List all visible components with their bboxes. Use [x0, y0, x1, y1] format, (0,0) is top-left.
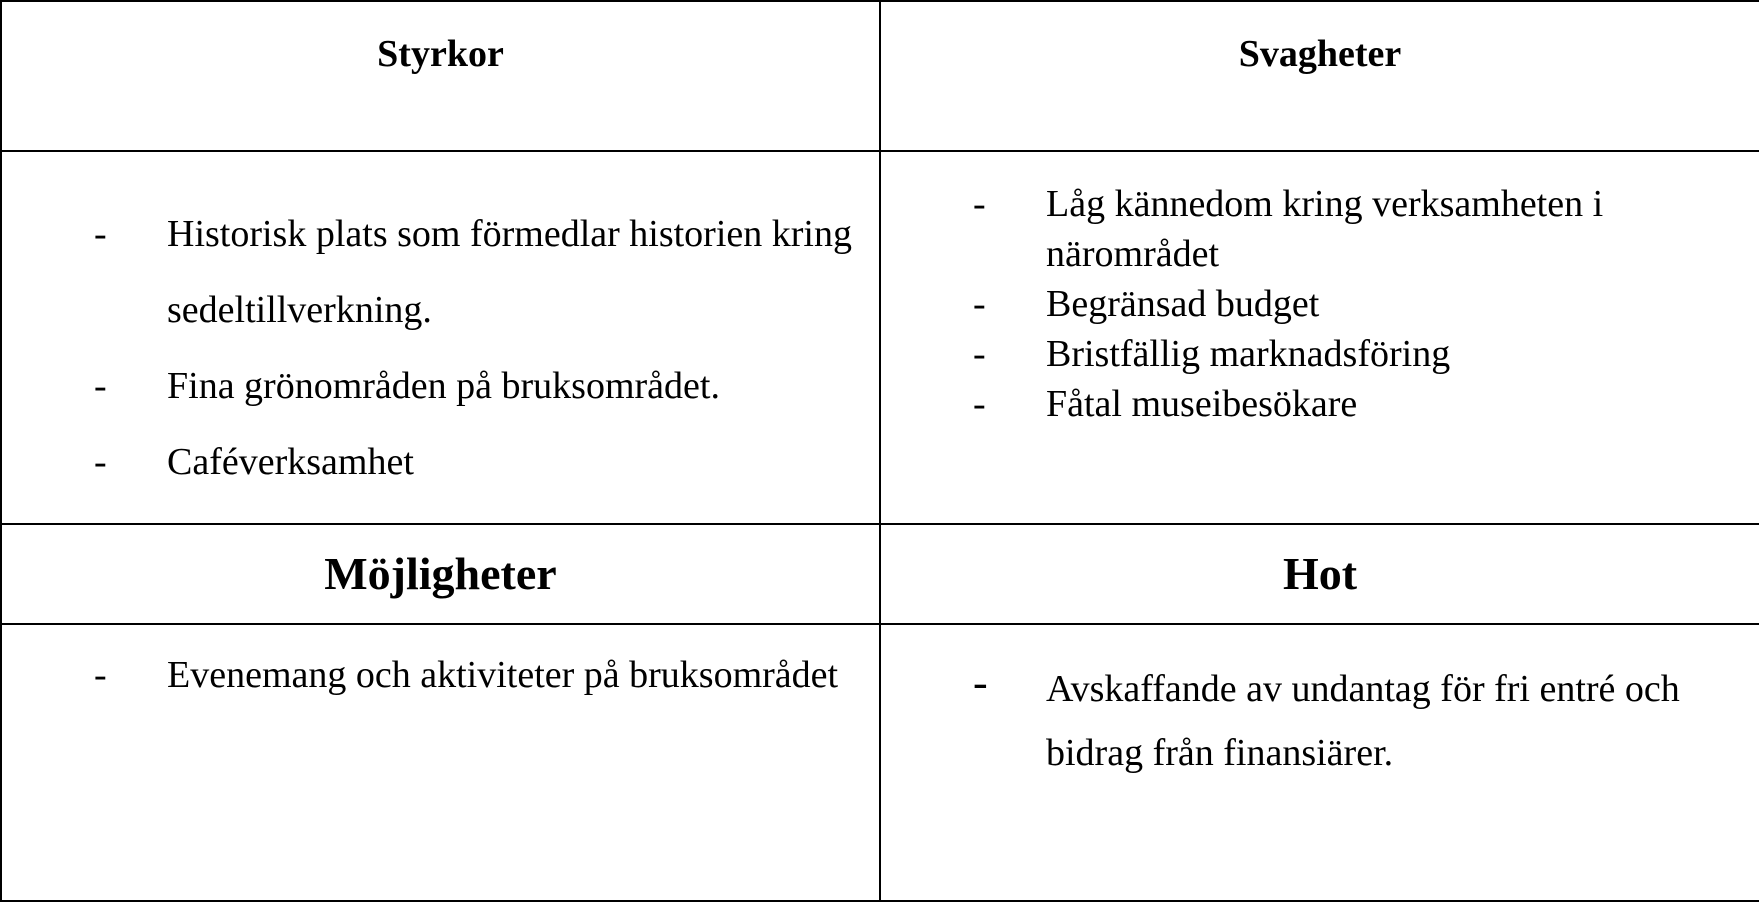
bullet-dash: - [94, 441, 107, 483]
strengths-heading: Styrkor [377, 33, 504, 75]
threats-heading: Hot [1282, 548, 1358, 599]
body-row-top [1, 151, 1759, 524]
list-item-text: Avskaffande av undantag för fri entré och bidrag från finansiärer. [1046, 668, 1680, 774]
threats-list [881, 625, 1759, 785]
list-item-text: Caféverksamhet [167, 441, 414, 483]
list-item [881, 379, 1759, 429]
bullet-dash: - [973, 333, 986, 375]
weaknesses-heading: Svagheter [1238, 33, 1402, 75]
weaknesses-cell [880, 151, 1759, 524]
list-item-text: Begränsad budget [1046, 283, 1320, 325]
strengths-cell [1, 151, 880, 524]
body-row-bottom [1, 624, 1759, 901]
list-item-text: Låg kännedom kring verksamheten i närområdet [1046, 183, 1604, 275]
list-item-text: Historisk plats som förmedlar historien kring sedeltillverkning. [167, 213, 852, 331]
list-item-text: Bristfällig marknadsföring [1046, 333, 1451, 375]
strengths-list [2, 152, 879, 500]
list-item [2, 196, 879, 348]
list-item-text: Evenemang och aktiviteter på bruksområdet [167, 654, 839, 696]
bullet-dash: - [94, 654, 107, 696]
bullet-dash: - [973, 183, 986, 225]
bullet-dash: - [94, 213, 107, 255]
list-item [881, 279, 1759, 329]
list-item [2, 348, 879, 424]
opportunities-list [2, 625, 879, 700]
list-item [881, 329, 1759, 379]
header-row-top [1, 1, 1759, 151]
threats-cell [880, 624, 1759, 901]
bullet-dash: - [973, 283, 986, 325]
bullet-dash: - [973, 658, 988, 707]
opportunities-header-cell [1, 524, 880, 624]
list-item-text: Fina grönområden på bruksområdet. [167, 365, 720, 407]
opportunities-heading: Möjligheter [324, 548, 557, 599]
weaknesses-header-cell [880, 1, 1759, 151]
list-item [2, 650, 879, 700]
strengths-header-cell [1, 1, 880, 151]
bullet-dash: - [973, 383, 986, 425]
bullet-dash: - [94, 365, 107, 407]
list-item [2, 424, 879, 500]
list-item [881, 657, 1759, 785]
opportunities-cell [1, 624, 880, 901]
list-item [881, 179, 1759, 279]
threats-header-cell [880, 524, 1759, 624]
header-row-bottom [1, 524, 1759, 624]
weaknesses-list [881, 152, 1759, 429]
list-item-text: Fåtal museibesökare [1046, 383, 1358, 425]
